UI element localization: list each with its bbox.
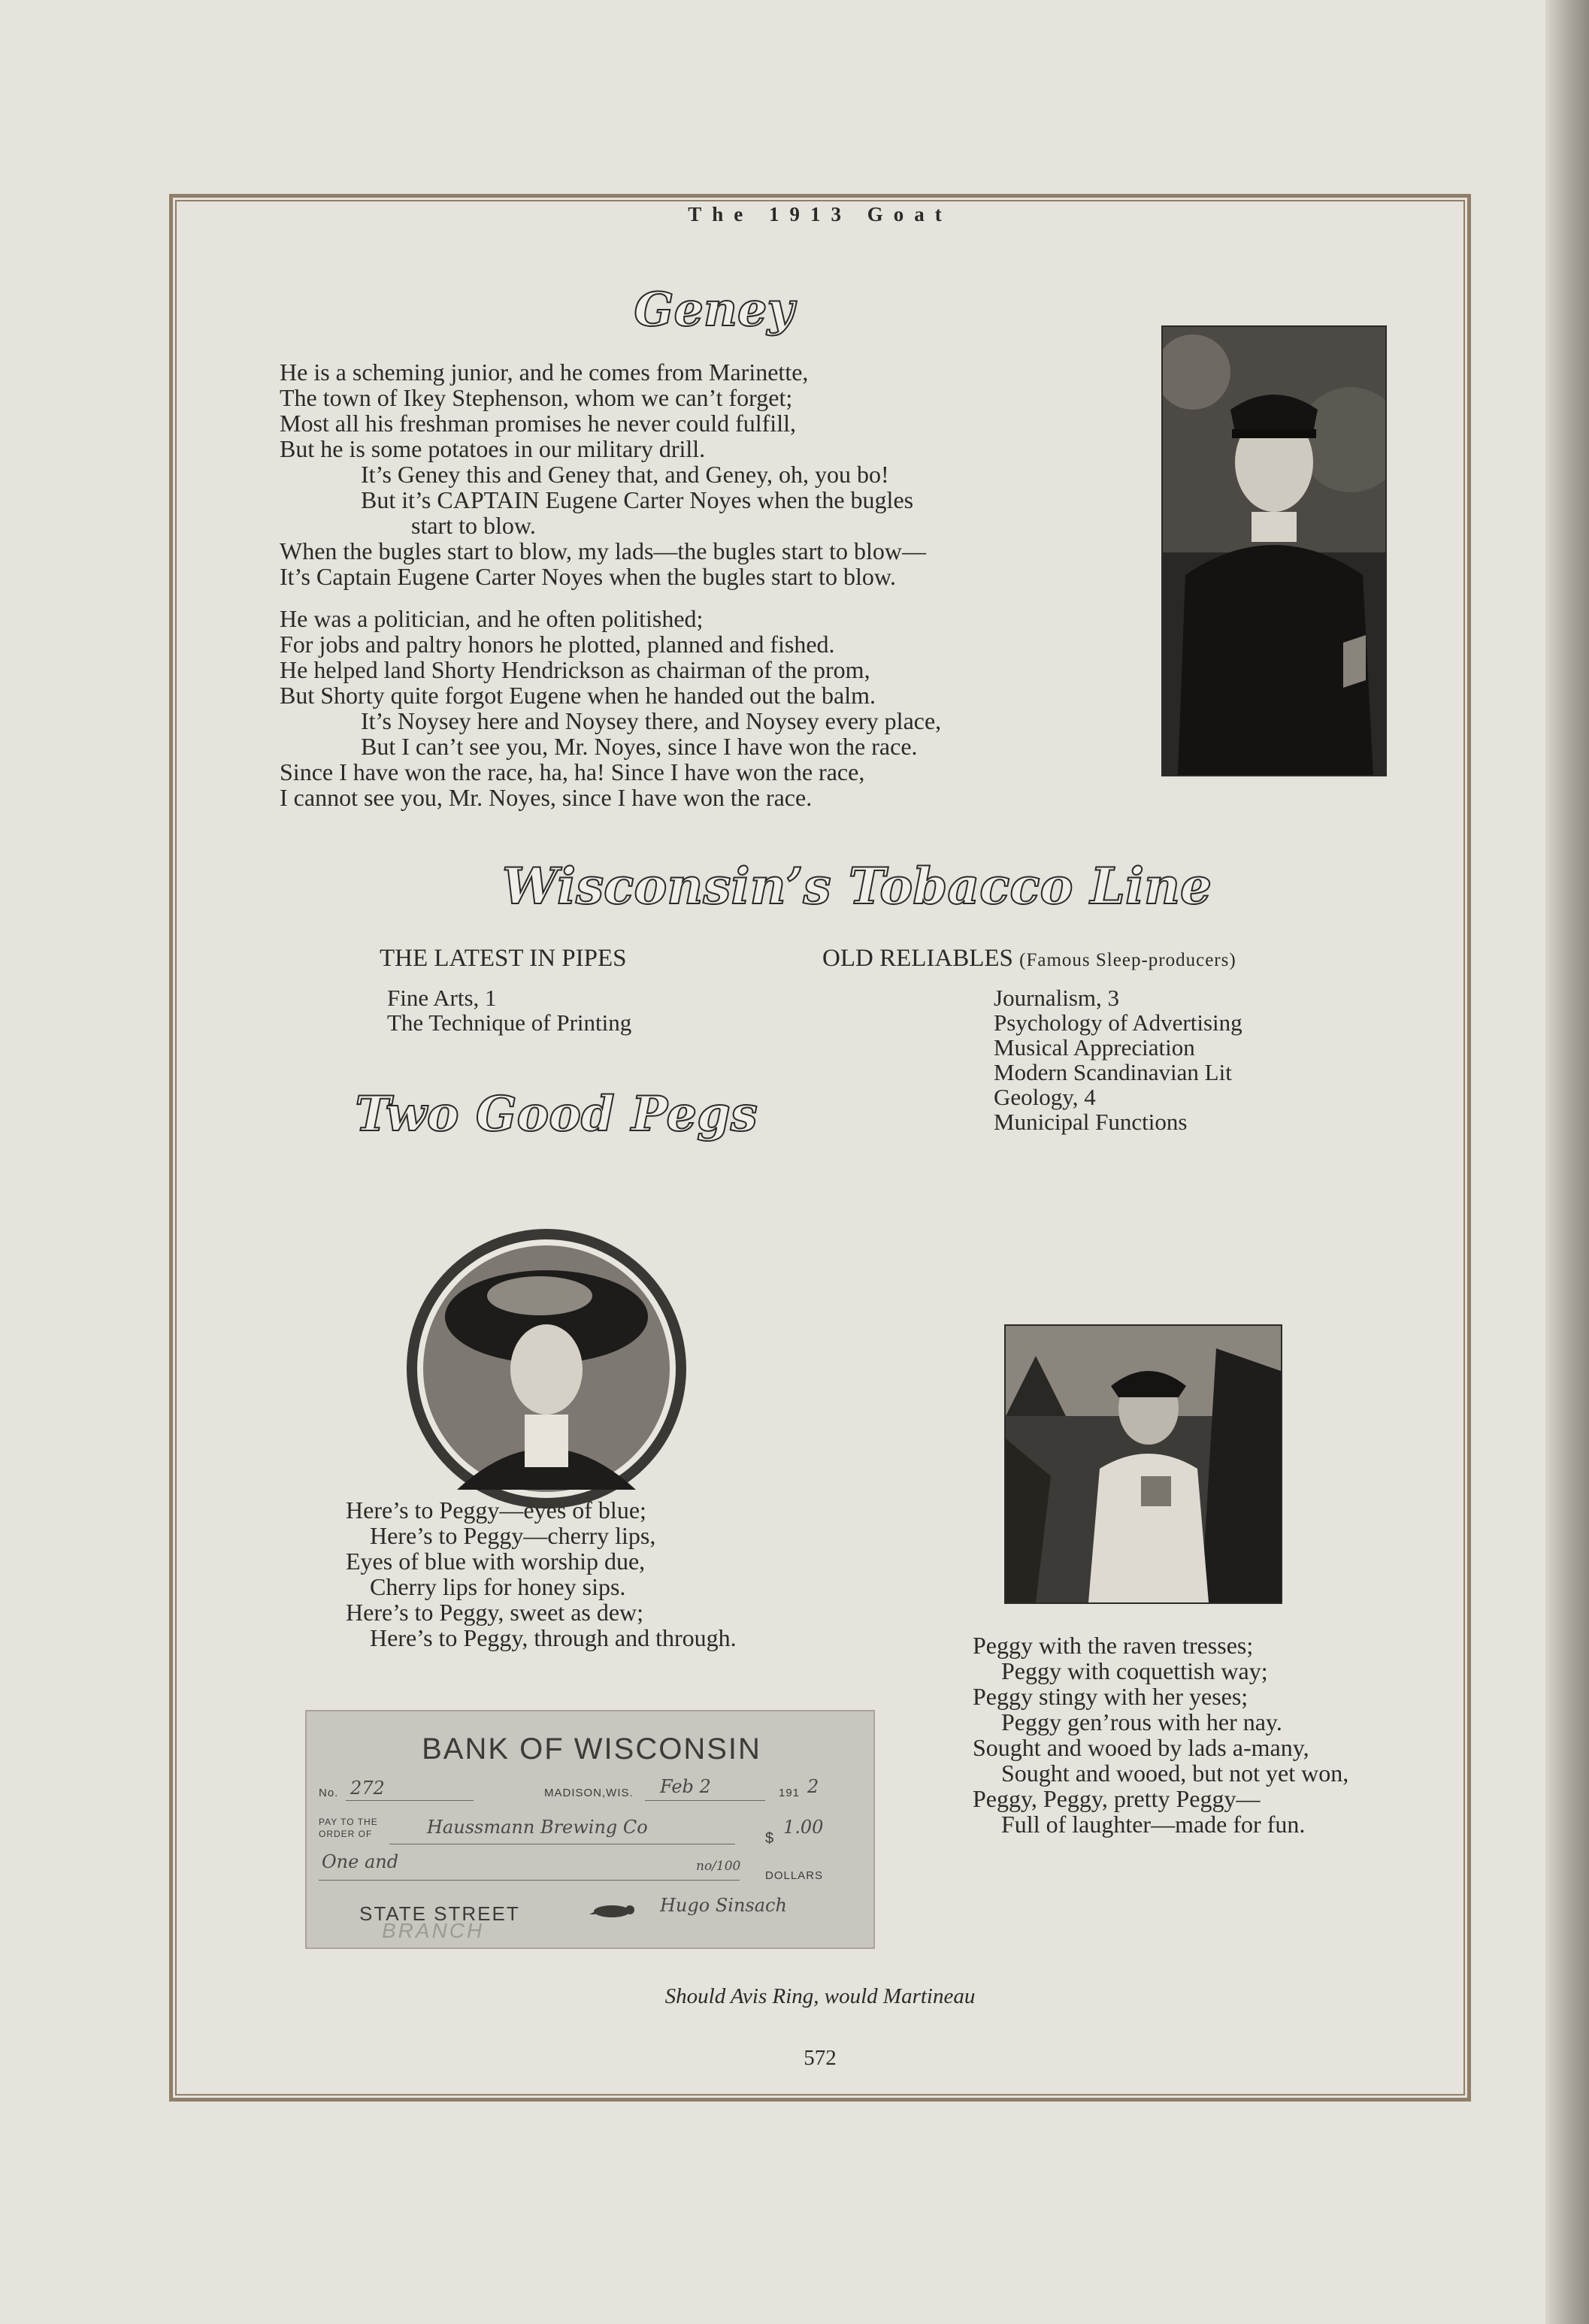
list-item: Journalism, 3 bbox=[994, 985, 1120, 1011]
poem-line: He is a scheming junior, and he comes from Marinette, bbox=[280, 359, 809, 386]
poem-line: Here’s to Peggy, through and through. bbox=[370, 1624, 737, 1651]
check-bank-name: BANK OF WISCONSIN bbox=[422, 1732, 761, 1766]
poem-line: Cherry lips for honey sips. bbox=[370, 1573, 626, 1600]
check-number-line bbox=[346, 1800, 474, 1801]
check-words-value: One and bbox=[322, 1851, 399, 1872]
poem-line: Since I have won the race, ha, ha! Since I have won the race, bbox=[280, 758, 865, 785]
poem-line: start to blow. bbox=[411, 512, 536, 539]
portrait-silhouette bbox=[1163, 327, 1385, 775]
check-place-label: MADISON,WIS. bbox=[544, 1787, 634, 1799]
check-cents-value: no/100 bbox=[696, 1859, 741, 1874]
list-item: Psychology of Advertising bbox=[994, 1009, 1242, 1036]
poem-line: But it’s CAPTAIN Eugene Carter Noyes when the bugles bbox=[361, 486, 914, 513]
poem-line: Full of laughter—made for fun. bbox=[1001, 1811, 1306, 1838]
tobacco-line-title: Wisconsin’s Tobacco Line bbox=[501, 857, 1212, 915]
latest-in-pipes-list bbox=[387, 985, 631, 1035]
poem-line: But he is some potatoes in our military drill. bbox=[280, 435, 706, 462]
peggy-poem-left bbox=[346, 1497, 737, 1651]
check-number-value: 272 bbox=[350, 1778, 385, 1799]
poem-line: It’s Captain Eugene Carter Noyes when the bugles start to blow. bbox=[280, 563, 896, 590]
check-payee-label-2: ORDER OF bbox=[319, 1829, 373, 1839]
page-edge-shadow bbox=[1545, 0, 1589, 2324]
poem-line: Here’s to Peggy—eyes of blue; bbox=[346, 1496, 646, 1524]
peggy-outdoor-photo bbox=[1004, 1324, 1282, 1604]
list-item: The Technique of Printing bbox=[387, 1009, 632, 1036]
poem-line: It’s Noysey here and Noysey there, and Noysey every place, bbox=[361, 707, 942, 734]
poem-line: But Shorty quite forgot Eugene when he handed out the balm. bbox=[280, 682, 876, 709]
list-item: Municipal Functions bbox=[994, 1109, 1188, 1135]
geney-poem bbox=[280, 359, 941, 810]
check-branch-label: STATE STREET bbox=[359, 1902, 520, 1925]
old-reliables-heading bbox=[822, 945, 1236, 973]
oval-portrait-image bbox=[404, 1227, 689, 1511]
poem-line: Here’s to Peggy—cherry lips, bbox=[370, 1522, 656, 1549]
poem-line: Most all his freshman promises he never could fulfill, bbox=[280, 410, 796, 437]
check-signature: Hugo Sinsach bbox=[660, 1895, 787, 1916]
poem-line: Peggy gen’rous with her nay. bbox=[1001, 1708, 1282, 1735]
peggy-oval-portrait bbox=[404, 1227, 689, 1511]
check-year-label: 191 bbox=[779, 1787, 801, 1799]
bank-check bbox=[305, 1710, 875, 1949]
poem-line: It’s Geney this and Geney that, and Geney, oh, you bo! bbox=[361, 461, 889, 488]
poem-line: Sought and wooed, but not yet won, bbox=[1001, 1760, 1349, 1787]
check-words-line bbox=[319, 1880, 740, 1881]
latest-in-pipes-heading: THE LATEST IN PIPES bbox=[380, 945, 627, 972]
geney-title: Geney bbox=[634, 282, 794, 337]
list-item: Musical Appreciation bbox=[994, 1034, 1195, 1061]
poem-line: He helped land Shorty Hendrickson as chairman of the prom, bbox=[280, 656, 870, 683]
page-number: 572 bbox=[804, 2046, 837, 2070]
check-branch-stamp: BRANCH bbox=[382, 1919, 485, 1942]
check-dollars-label: DOLLARS bbox=[765, 1869, 824, 1882]
geney-portrait-photo bbox=[1161, 325, 1387, 776]
check-number-label: No. bbox=[319, 1787, 339, 1799]
check-year-value: 2 bbox=[807, 1776, 819, 1797]
poem-line: When the bugles start to blow, my lads—the bugles start to blow— bbox=[280, 537, 927, 564]
poem-line: Peggy stingy with her yeses; bbox=[973, 1683, 1248, 1710]
poem-line: He was a politician, and he often politished; bbox=[280, 605, 704, 632]
poem-line: Peggy, Peggy, pretty Peggy— bbox=[973, 1785, 1261, 1812]
check-date-line bbox=[645, 1800, 765, 1801]
check-payee-label-1: PAY TO THE bbox=[319, 1817, 378, 1827]
poem-line: Sought and wooed by lads a-many, bbox=[973, 1734, 1309, 1761]
peggy-poem-right bbox=[973, 1633, 1348, 1837]
list-item: Modern Scandinavian Lit bbox=[994, 1059, 1232, 1085]
old-reliables-list bbox=[994, 985, 1242, 1134]
poem-line: The town of Ikey Stephenson, whom we can’t forget; bbox=[280, 384, 793, 411]
poem-line: Peggy with the raven tresses; bbox=[973, 1632, 1254, 1659]
page-caption: Should Avis Ring, would Martineau bbox=[664, 1984, 976, 2008]
outdoor-photo-image bbox=[1006, 1326, 1281, 1602]
old-reliables-subheading: (Famous Sleep-producers) bbox=[1019, 950, 1236, 970]
poem-line: But I can’t see you, Mr. Noyes, since I have won the race. bbox=[361, 733, 918, 760]
poem-line: Peggy with coquettish way; bbox=[1001, 1657, 1268, 1684]
check-date-value: Feb 2 bbox=[660, 1776, 711, 1797]
list-item: Fine Arts, 1 bbox=[387, 985, 497, 1011]
badger-emblem-icon bbox=[589, 1901, 637, 1924]
two-good-pegs-title: Two Good Pegs bbox=[355, 1086, 758, 1142]
check-payee-value: Haussmann Brewing Co bbox=[427, 1817, 648, 1838]
running-head: The 1913 Goat bbox=[688, 203, 952, 225]
poem-line: Eyes of blue with worship due, bbox=[346, 1548, 646, 1575]
old-reliables-label: OLD RELIABLES bbox=[822, 945, 1013, 972]
poem-line: I cannot see you, Mr. Noyes, since I have won the race. bbox=[280, 784, 813, 811]
stanza-gap bbox=[280, 589, 941, 606]
check-amount-value: 1.00 bbox=[783, 1817, 824, 1838]
poem-line: For jobs and paltry honors he plotted, planned and fished. bbox=[280, 631, 835, 658]
poem-line: Here’s to Peggy, sweet as dew; bbox=[346, 1599, 644, 1626]
list-item: Geology, 4 bbox=[994, 1084, 1096, 1110]
check-amount-label: $ bbox=[765, 1830, 775, 1847]
